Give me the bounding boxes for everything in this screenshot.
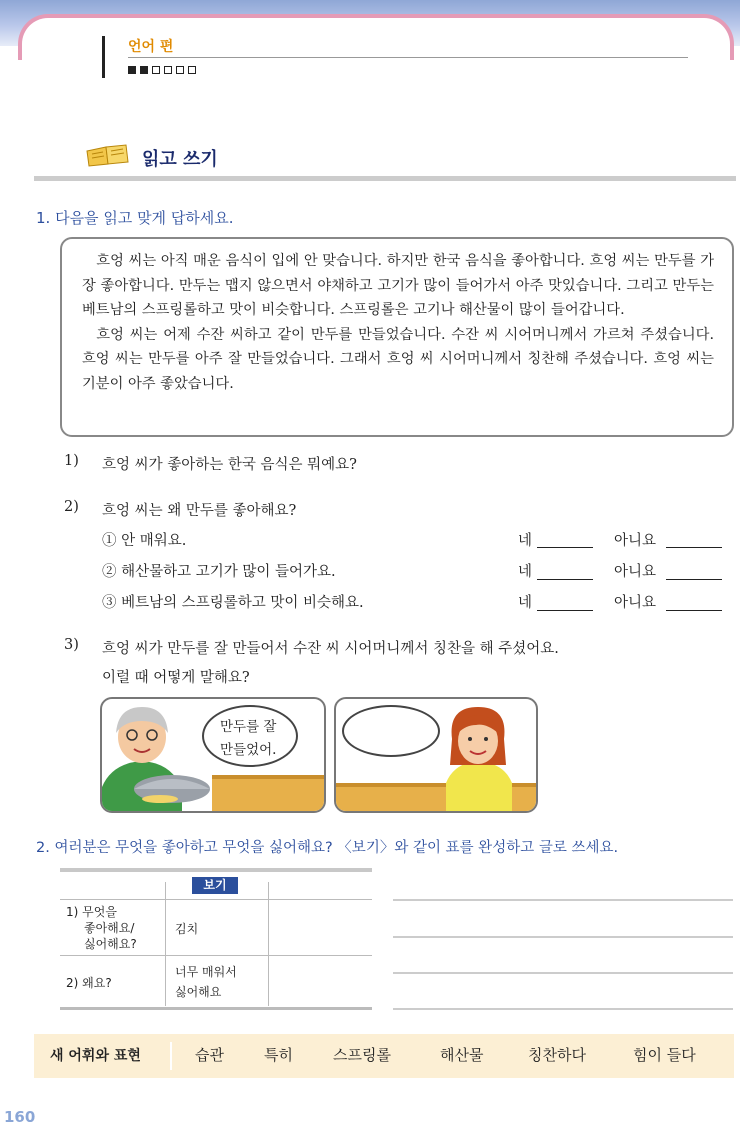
- row1-question-line-3: 싫어해요?: [84, 937, 137, 951]
- table-col-divider-2: [268, 882, 269, 1006]
- row1-question-line-2: 좋아해요/: [84, 921, 135, 935]
- vocabulary-label: 새 어휘와 표현: [50, 1048, 141, 1064]
- table-top-border: [60, 868, 372, 872]
- choice-1-yes-blank[interactable]: [537, 547, 593, 548]
- vocab-word: 스프링롤: [333, 1046, 391, 1064]
- choice-2-no-blank[interactable]: [666, 579, 722, 580]
- sub-question-2-number: 2): [64, 499, 79, 515]
- writing-line-2[interactable]: [393, 936, 733, 938]
- open-book-icon: [84, 142, 130, 168]
- frame-cover: [0, 60, 740, 140]
- question-1-instruction: 1. 다음을 읽고 맞게 답하세요.: [36, 209, 234, 227]
- table-row-rule: [60, 955, 372, 956]
- example-label: 보기: [192, 877, 238, 894]
- comic-panel-huong: [334, 697, 538, 813]
- choice-1-yes-label: 네: [518, 533, 533, 549]
- choice-3-yes-blank[interactable]: [537, 610, 593, 611]
- choice-2-text: ② 해산물하고 고기가 많이 들어가요.: [102, 564, 336, 580]
- sub-question-3-number: 3): [64, 637, 79, 653]
- vocab-word: 칭찬하다: [528, 1046, 586, 1064]
- section-title: 읽고 쓰기: [142, 149, 218, 170]
- comic-panel-mother-in-law: [100, 697, 326, 813]
- row2-example-answer-line-2: 싫어해요: [175, 985, 222, 999]
- writing-line-1[interactable]: [393, 899, 733, 901]
- bubble-text-line-2: 만들었어.: [220, 742, 277, 758]
- row2-example-answer-line-1: 너무 매워서: [175, 965, 237, 979]
- choice-2-yes-blank[interactable]: [537, 579, 593, 580]
- writing-line-4[interactable]: [393, 1008, 733, 1010]
- sub-question-2-text: 흐엉 씨는 왜 만두를 좋아해요?: [102, 503, 297, 519]
- passage-paragraph-2: 흐엉 씨는 어제 수잔 씨하고 같이 만두를 만들었습니다. 수잔 씨 시어머니께서 가르쳐 주셨습니다. 흐엉 씨는 만두를 아주 잘 만들었습니다. 그래서 흐엉 씨 시어머니께서 칭찬해 주셨습니다. 흐엉 씨는 기분이 아주 좋았습니다.: [82, 326, 714, 392]
- row2-question: 2) 왜요?: [66, 976, 112, 990]
- writing-line-3[interactable]: [393, 972, 733, 974]
- question-2-instruction: 2. 여러분은 무엇을 좋아하고 무엇을 싫어해요? 〈보기〉와 같이 표를 완성하고 글로 쓰세요.: [36, 840, 619, 856]
- table-col-divider-1: [165, 882, 166, 1006]
- sub-question-1-text: 흐엉 씨가 좋아하는 한국 음식은 뭐예요?: [102, 457, 357, 473]
- vocab-word: 힘이 들다: [633, 1046, 696, 1064]
- sub-question-3-line-2: 이럴 때 어떻게 말해요?: [102, 670, 250, 686]
- table-header-rule: [60, 899, 372, 900]
- row1-example-answer: 김치: [175, 922, 199, 936]
- passage-paragraph-1: 흐엉 씨는 아직 매운 음식이 입에 안 맞습니다. 하지만 한국 음식을 좋아합니다. 흐엉 씨는 만두를 가장 좋아합니다. 만두는 맵지 않으면서 야채하고 고기가 많이 들어가서 아주 맛있습니다. 그리고 만두는 베트남의 스프링롤하고 맛이 비슷합니다. 스프링롤은 고기나 해산물이 많이 들어갑니다.: [82, 253, 714, 318]
- sub-question-1-number: 1): [64, 453, 79, 469]
- choice-3-no-label: 아니요: [614, 595, 657, 611]
- choice-3-text: ③ 베트남의 스프링롤하고 맛이 비슷해요.: [102, 595, 364, 611]
- choice-3-no-blank[interactable]: [666, 610, 722, 611]
- bubble-text-line-1: 만두를 잘: [220, 719, 277, 735]
- table-bottom-border: [60, 1007, 372, 1010]
- vocab-word: 해산물: [440, 1046, 484, 1064]
- reading-passage: [60, 237, 734, 437]
- vocabulary-divider: [170, 1042, 172, 1070]
- header-bar: [102, 36, 105, 78]
- choice-2-yes-label: 네: [518, 564, 533, 580]
- header-rule: [128, 57, 688, 58]
- choice-1-no-label: 아니요: [614, 533, 657, 549]
- choice-2-no-label: 아니요: [614, 564, 657, 580]
- choice-1-no-blank[interactable]: [666, 547, 722, 548]
- empty-speech-bubble[interactable]: [342, 705, 440, 757]
- sub-question-3-line-1: 흐엉 씨가 만두를 잘 만들어서 수잔 씨 시어머니께서 칭찬을 해 주셨어요.: [102, 641, 559, 657]
- header-section-title: 언어 편: [128, 39, 174, 55]
- vocab-word: 특히: [264, 1046, 293, 1064]
- section-rule: [34, 176, 736, 181]
- vocab-word: 습관: [195, 1046, 224, 1064]
- row1-question-line-1: 1) 무엇을: [66, 905, 117, 919]
- choice-3-yes-label: 네: [518, 595, 533, 611]
- page-number: 160: [4, 1108, 36, 1126]
- choice-1-text: ① 안 매워요.: [102, 533, 187, 549]
- progress-squares: [128, 66, 196, 74]
